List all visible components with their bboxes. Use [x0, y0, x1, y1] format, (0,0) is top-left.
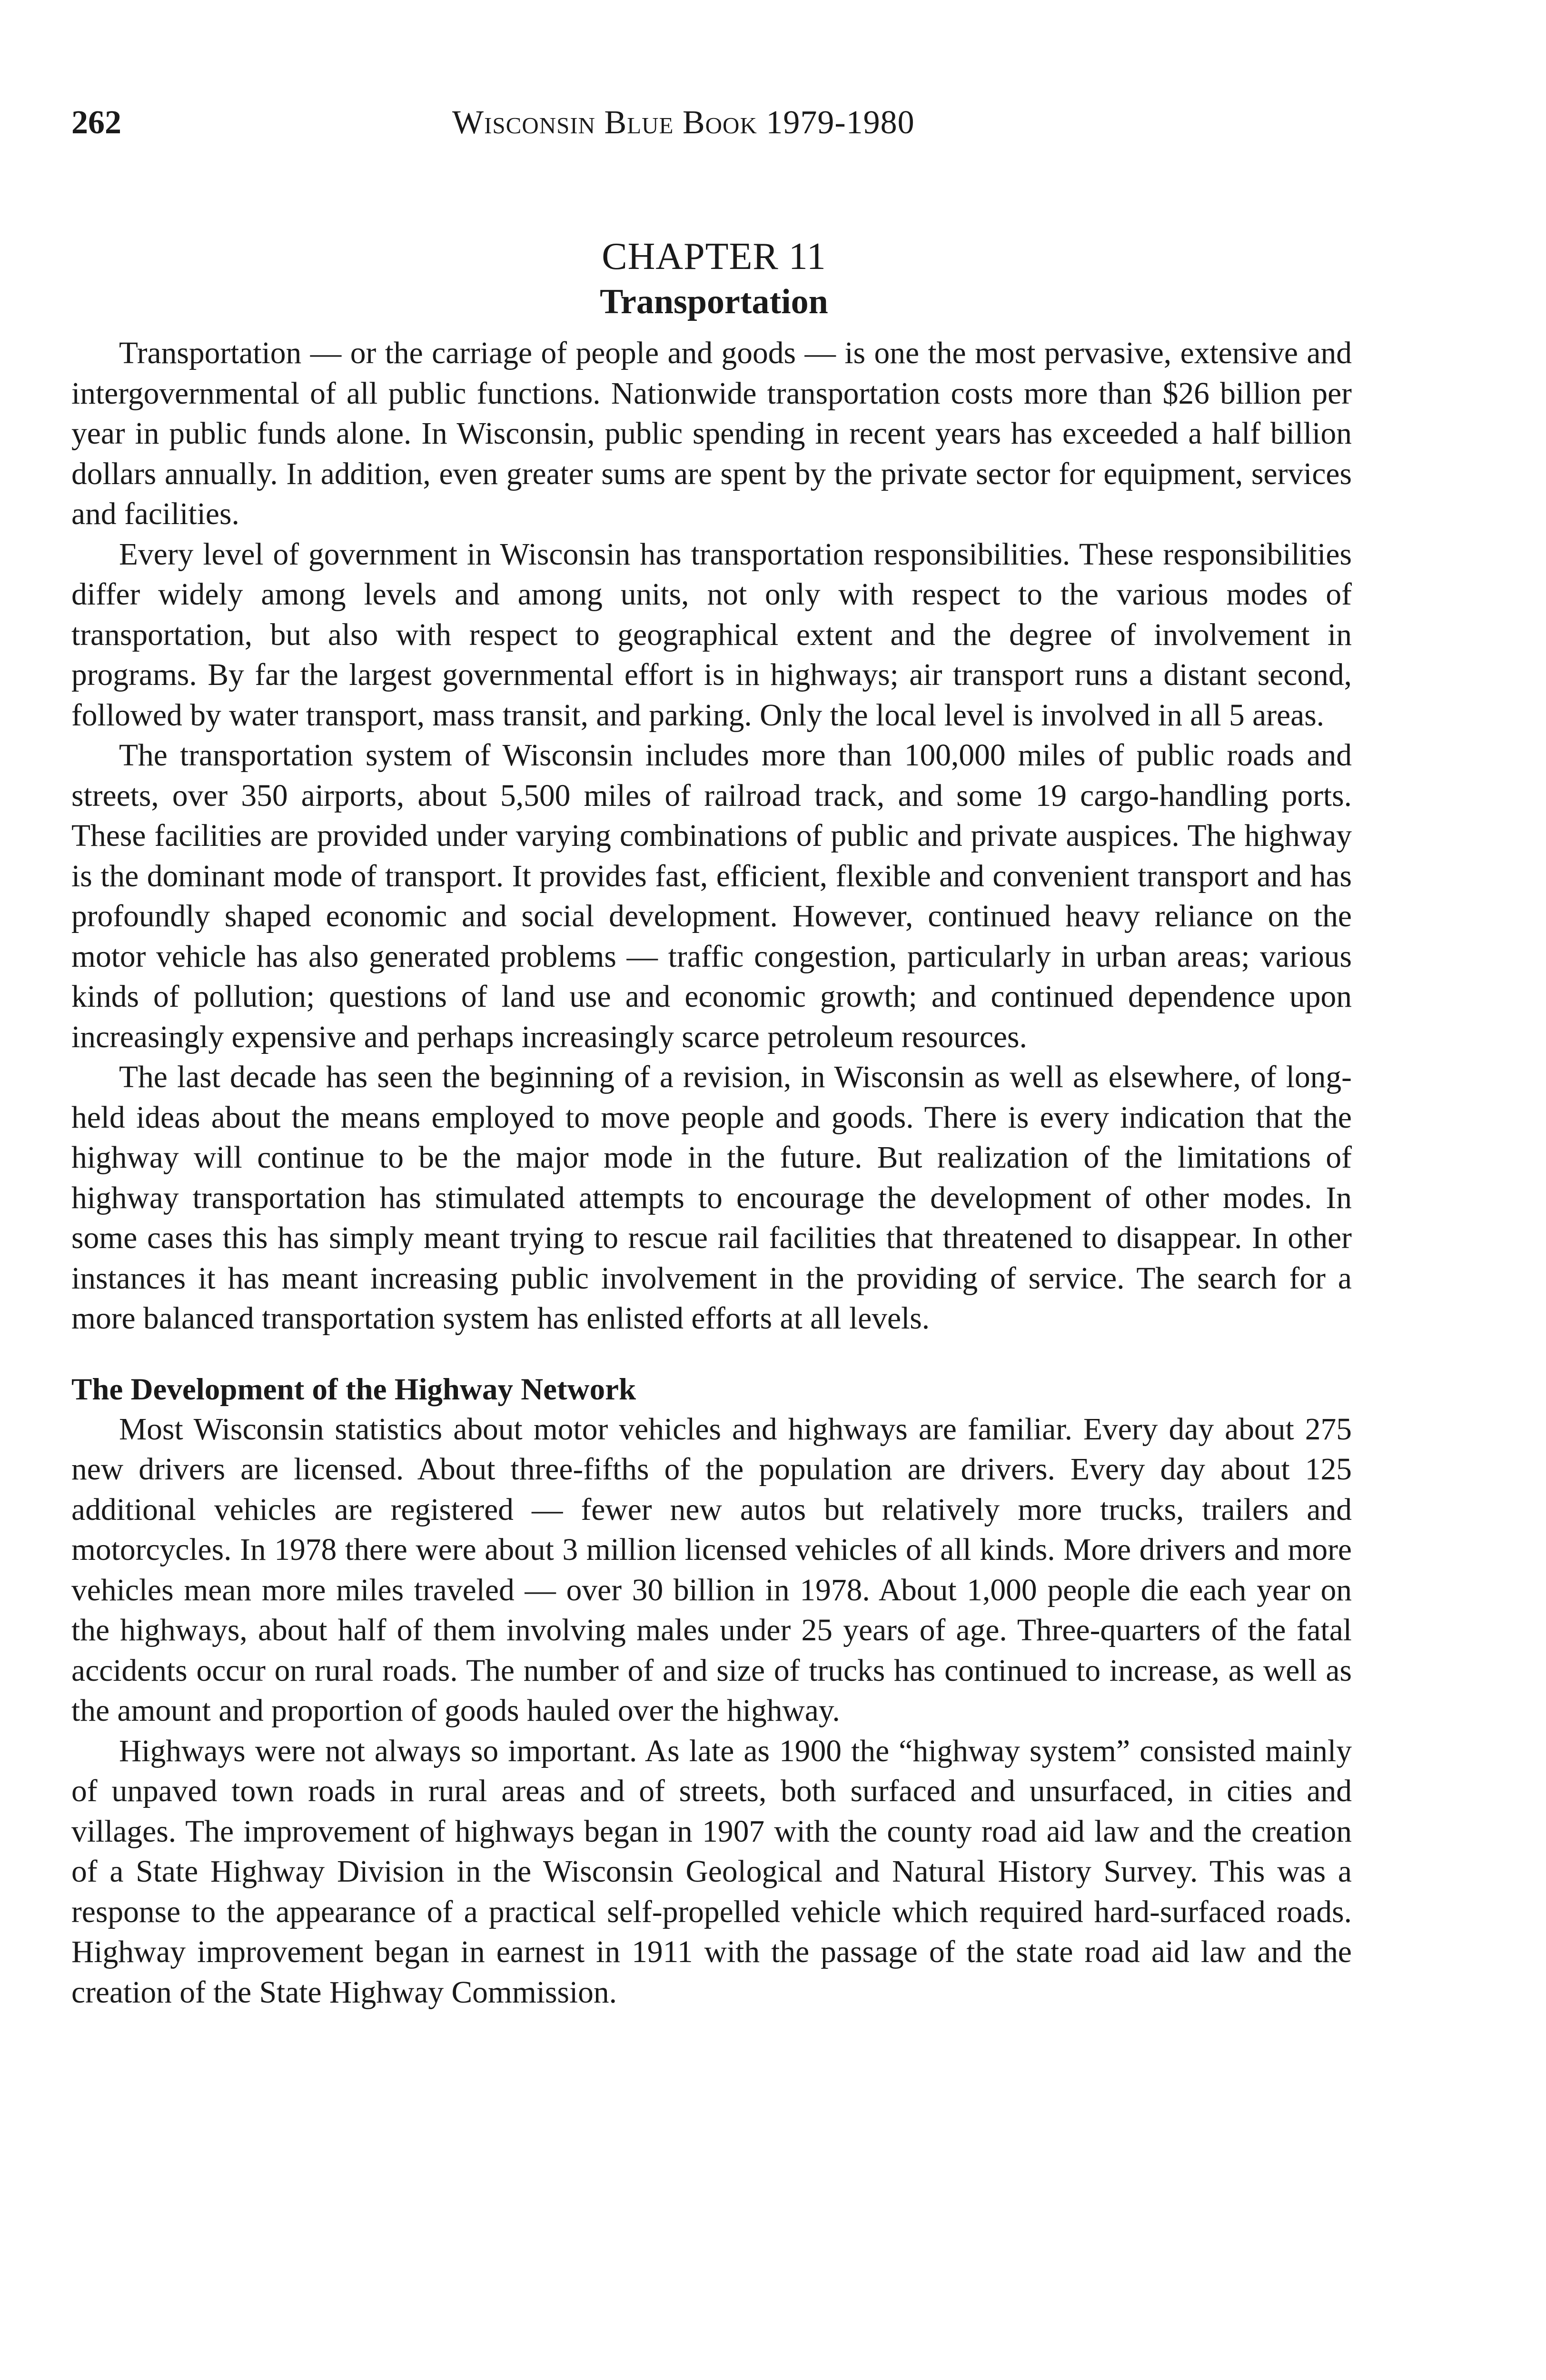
page-number: 262 — [71, 104, 121, 141]
running-header — [71, 99, 1357, 151]
paragraph: The last decade has seen the beginning of a revision, in Wisconsin as well as elsewhere, of long-held ideas about the means employed to move people and goods. There is every indication that the highway will continue to be the major mode in the future. But realization of the limitations of highway transportation has stimulated attempts to encourage the development of other modes. In some cases this has simply meant trying to rescue rail facilities that threatened to disappear. In other instances it has meant increasing public involvement in the providing of service. The search for a more balanced transportation system has enlisted efforts at all levels. — [71, 1060, 1352, 1336]
chapter-title: Transportation — [600, 282, 828, 321]
section-heading: The Development of the Highway Network — [71, 1372, 636, 1407]
chapter-heading — [71, 233, 1357, 324]
paragraph: Transportation — or the carriage of people and goods — is one the most pervasive, extensive and intergovernmental of all public functions. Nationwide transportation costs more than $26 billion per year in public funds alone. In Wisconsin, public spending in recent years has exceeded a half billion dollars annually. In addition, even greater sums are spent by the private sector for equipment, services and facilities. — [71, 336, 1352, 531]
paragraph: Every level of government in Wisconsin has transportation responsibilities. These responsibilities differ widely among levels and among units, not only with respect to the various modes of transportation, but also with respect to geographical extent and the degree of involvement in programs. By far the largest governmental effort is in highways; air transport runs a distant second, followed by water transport, mass transit, and parking. Only the local level is involved in all 5 areas. — [71, 537, 1352, 733]
body-text — [71, 333, 1352, 2013]
paragraph: Highways were not always so important. As late as 1900 the “highway system” consisted mainly of unpaved town roads in rural areas and of streets, both surfaced and unsurfaced, in cities and villages. The improvement of highways began in 1907 with the county road aid law and the creation of a State Highway Division in the Wisconsin Geological and Natural History Survey. This was a response to the appearance of a practical self-propelled vehicle which required hard-surfaced roads. Highway improvement began in earnest in 1911 with the passage of the state road aid law and the creation of the State Highway Commission. — [71, 1734, 1352, 2010]
paragraph: The transportation system of Wisconsin includes more than 100,000 miles of public roads and streets, over 350 airports, about 5,500 miles of railroad track, and some 19 cargo-handling ports. These facilities are provided under varying combinations of public and private auspices. The highway is the dominant mode of transport. It provides fast, efficient, flexible and convenient transport and has profoundly shaped economic and social development. However, continued heavy reliance on the motor vehicle has also generated problems — traffic congestion, particularly in urban areas; various kinds of pollution; questions of land use and economic growth; and continued dependence upon increasingly expensive and perhaps increasingly scarce petroleum resources. — [71, 738, 1352, 1054]
paragraph: Most Wisconsin statistics about motor vehicles and highways are familiar. Every day about 275 new drivers are licensed. About three-fifths of the population are drivers. Every day about 125 additional vehicles are registered — fewer new autos but relatively more trucks, trailers and motorcycles. In 1978 there were about 3 million licensed vehicles of all kinds. More drivers and more vehicles mean more miles traveled — over 30 billion in 1978. About 1,000 people die each year on the highways, about half of them involving males under 25 years of age. Three-quarters of the fatal accidents occur on rural roads. The number of and size of trucks has continued to increase, as well as the amount and proportion of goods hauled over the highway. — [71, 1412, 1352, 1728]
chapter-number: CHAPTER 11 — [602, 236, 826, 278]
book-title: Wisconsin Blue Book 1979-1980 — [452, 104, 915, 141]
